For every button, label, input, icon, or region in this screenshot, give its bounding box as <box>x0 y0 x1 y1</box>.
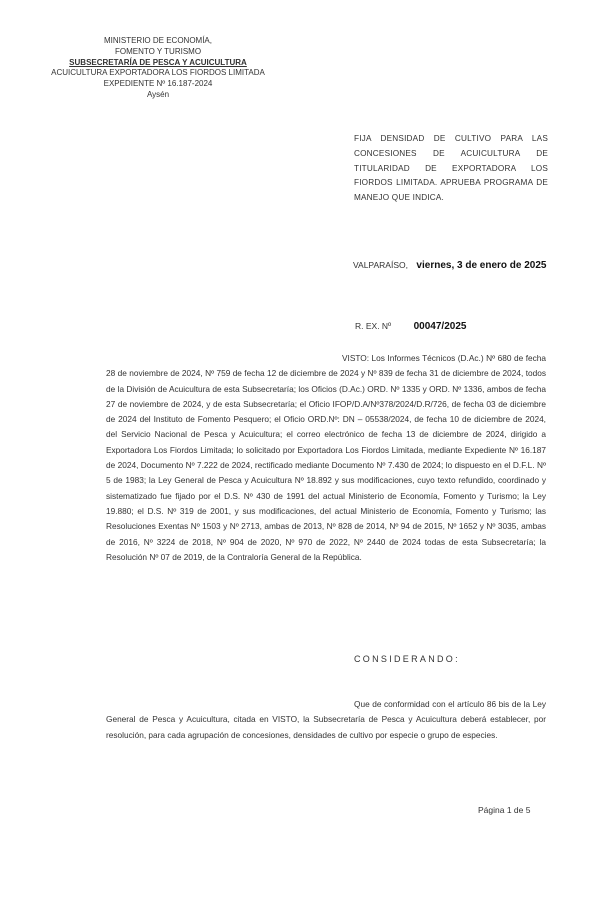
city-label: VALPARAÍSO, <box>353 260 408 270</box>
ministry-line-2: FOMENTO Y TURISMO <box>114 46 202 56</box>
considerando-paragraph-1: Que de conformidad con el artículo 86 bis de la Ley General de Pesca y Acuicultura, citada en VISTO, la Subsecretaría de Pesca y Acuicultura deberá establecer, por resolución, para cada agrupación de concesiones, densidades de cultivo por especie o grupo de especies. <box>106 699 546 740</box>
subsecretaria-line: SUBSECRETARÍA DE PESCA Y ACUICULTURA <box>69 57 247 67</box>
company-line: ACUICULTURA EXPORTADORA LOS FIORDOS LIMITADA <box>51 68 265 78</box>
considerando-heading: CONSIDERANDO: <box>354 654 460 664</box>
resolution-date: viernes, 3 de enero de 2025 <box>416 260 547 271</box>
date-line <box>353 255 563 273</box>
expediente-line: EXPEDIENTE Nº 16.187-2024 <box>103 79 213 89</box>
institution-header <box>50 36 266 101</box>
resolution-subject: FIJA DENSIDAD DE CULTIVO PARA LAS CONCESIONES DE ACUICULTURA DE TITULARIDAD DE EXPORTADORA LOS FIORDOS LIMITADA. APRUEBA PROGRAMA DE MANEJO QUE INDICA. <box>354 134 548 203</box>
rex-number: 00047/2025 <box>413 321 467 332</box>
rex-label: R. EX. Nº <box>355 321 392 331</box>
region-line: Aysén <box>146 89 170 99</box>
page-number: Página 1 de 5 <box>478 805 531 815</box>
resolution-number-line <box>355 316 466 334</box>
ministry-line: MINISTERIO DE ECONOMÍA, <box>103 36 212 45</box>
visto-paragraph: VISTO: Los Informes Técnicos (D.Ac.) Nº 680 de fecha 28 de noviembre de 2024, Nº 759 de fecha 12 de diciembre de 2024 y Nº 839 de fecha 31 de diciembre de 2024, todos de la División de Acuicultura de esta Subsecretaría; los Oficios (D.Ac.) ORD. Nº 1335 y ORD. Nº 1336, ambos de fecha 27 de noviembre de 2024, y de esta Subsecretaría; el Oficio IFOP/D.A/Nº378/2024/D.R/726, de fecha 03 de diciembre de 2024 del Instituto de Fomento Pesquero; el Oficio ORD.Nº: DN – 05538/2024, de fecha 10 de diciembre de 2024, del Servicio Nacional de Pesca y Acuicultura; el correo electrónico de fecha 13 de diciembre de 2024, dirigido a Exportadora Los Fiordos Limitada; lo solicitado por Exportadora Los Fiordos Limitada, mediante Expediente Nº 16.187 de 2024, Documento Nº 7.222 de 2024, rectificado mediante Documento Nº 7.430 de 2024; lo dispuesto en el D.F.L. Nº 5 de 1983; la Ley General de Pesca y Acuicultura Nº 18.892 y sus modificaciones, cuyo texto refundido, coordinado y sistematizado fue fijado por el D.S. Nº 430 de 1991 del actual Ministerio de Economía, Fomento y Turismo; la Ley 19.880; el D.S. Nº 319 de 2001, y sus modificaciones, del actual Ministerio de Economía, Fomento y Turismo; las Resoluciones Exentas Nº 1503 y Nº 2713, ambas de 2013, Nº 828 de 2014, Nº 94 de 2015, Nº 1652 y Nº 3035, ambas de 2016, Nº 3224 de 2018, Nº 904 de 2020, Nº 970 de 2022, Nº 2440 de 2024 todas de esta Subsecretaría; la Resolución Nº 07 de 2019, de la Contraloría General de la República. <box>106 353 546 562</box>
